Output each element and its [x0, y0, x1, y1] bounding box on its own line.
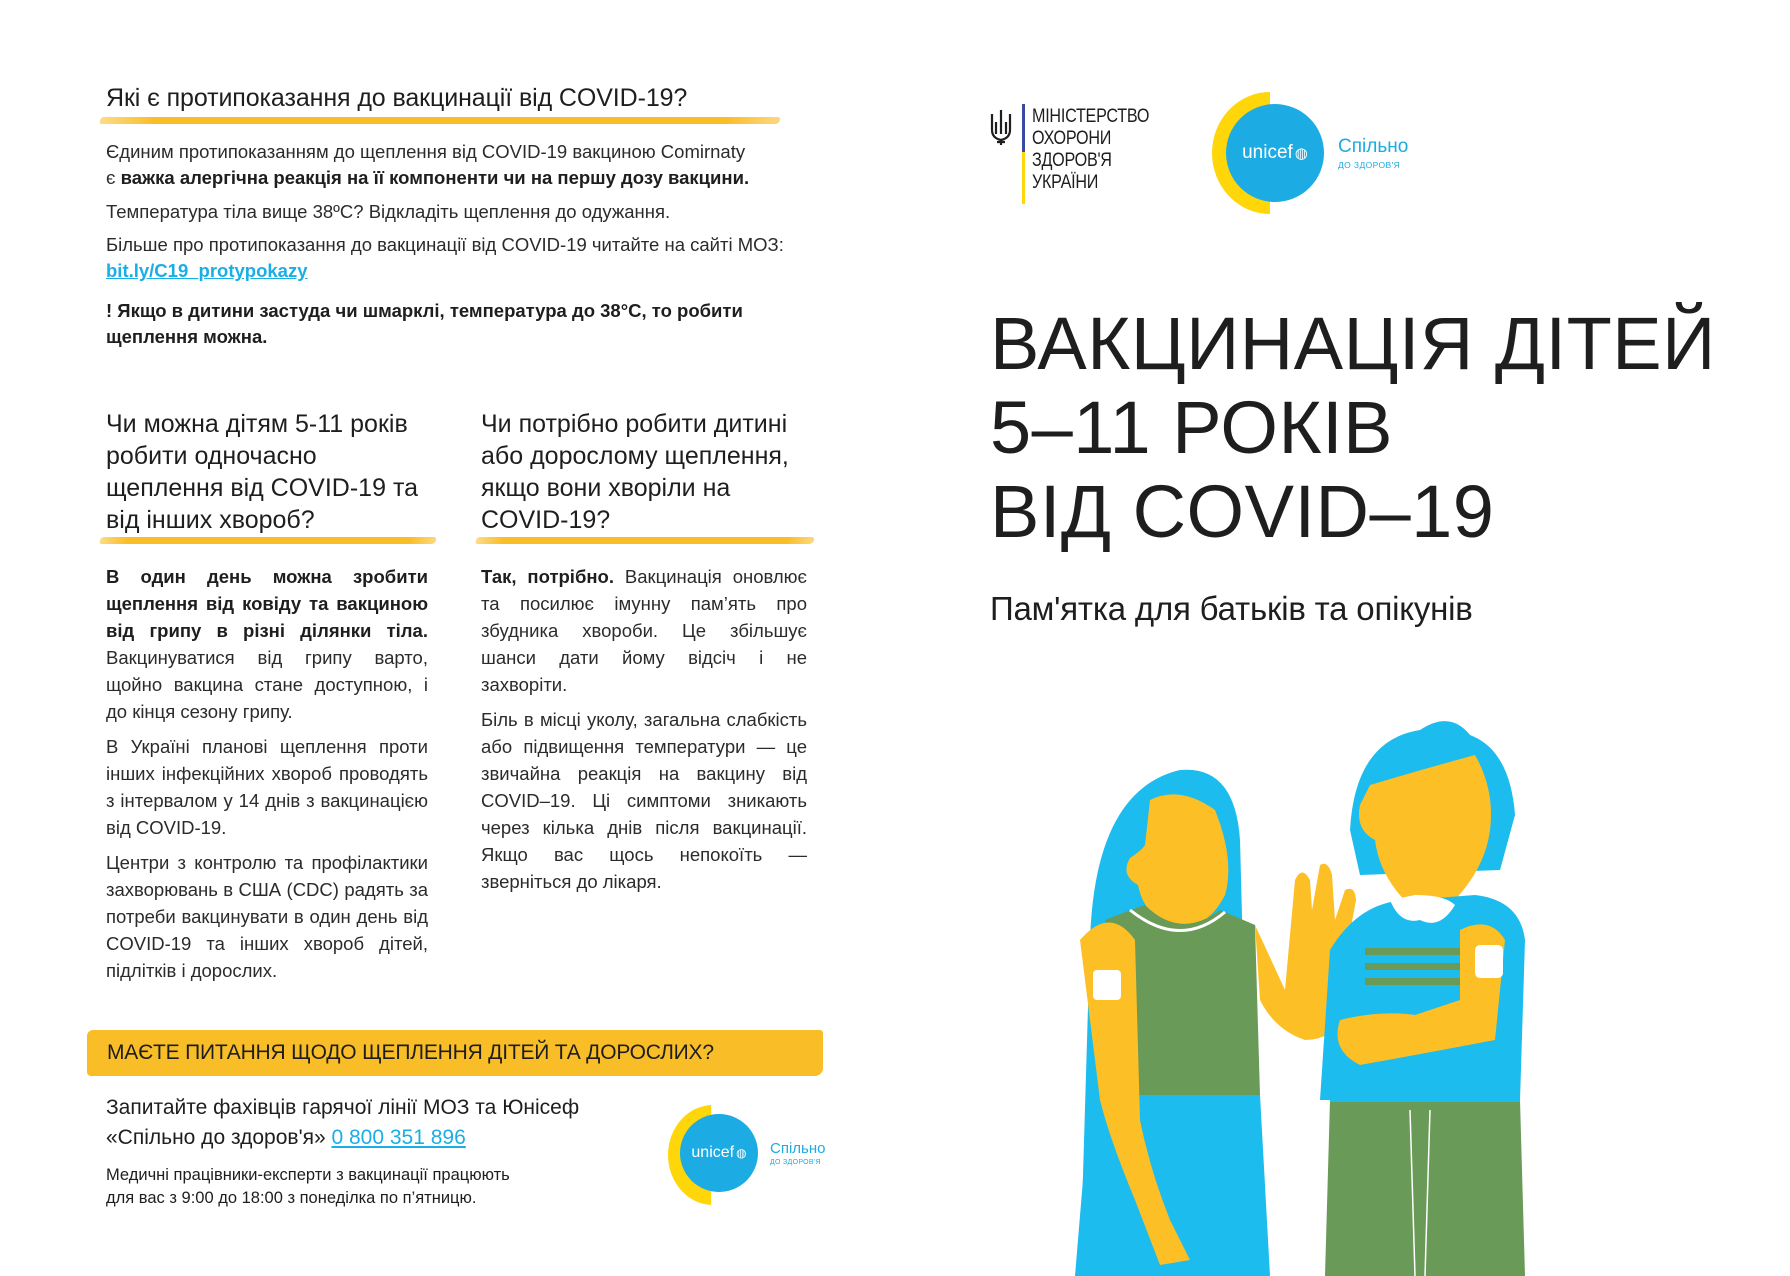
- contraindications-p1: Єдиним протипоказанням до щеплення від COVID-19 вакциною Comirnaty є важка алергічна реакція на її компоненти чи на першу дозу вакцини.: [106, 141, 750, 188]
- column-left-body: [106, 563, 428, 984]
- boy-pants: [1325, 1100, 1525, 1276]
- cold-note: ! Якщо в дитини застуда чи шмарклі, температура до 38°С, то робити щеплення можна.: [106, 300, 743, 347]
- column-left-underline: [100, 537, 437, 544]
- unicef-emblem-icon: ◍: [1294, 145, 1308, 162]
- hotline-phone-link[interactable]: 0 800 351 896: [331, 1126, 466, 1149]
- column-right-underline: [476, 537, 815, 544]
- contraindications-heading: Які є протипоказання до вакцинації від COVID-19?: [106, 84, 688, 112]
- unicef-disc: unicef ◍: [1226, 104, 1324, 202]
- page-title: ВАКЦИНАЦІЯ ДІТЕЙ 5–11 РОКІВ ВІД COVID–19: [990, 302, 1716, 553]
- column-left-p2: В Україні планові щеплення проти інших інфекційних хвороб проводять з інтервалом у 14 днів з вакцинацією від COVID-19.: [106, 736, 428, 838]
- column-right-heading: Чи потрібно робити дитині або дорослому щеплення, якщо вони хворіли на COVID-19?: [481, 410, 789, 534]
- moz-logo: [988, 104, 1150, 204]
- heading-underline: [100, 117, 781, 124]
- contraindications-p2: Температура тіла вище 38ºС? Відкладіть щеплення до одужання.: [106, 201, 671, 222]
- unicef-disc: unicef ◍: [680, 1114, 758, 1192]
- plaster-icon: [1475, 945, 1503, 978]
- trident-icon: [988, 108, 1014, 146]
- unicef-logo-large: [1212, 92, 1442, 216]
- do-zdorovia-text: ДО ЗДОРОВ'Я: [770, 1159, 821, 1166]
- hotline-banner: МАЄТЕ ПИТАННЯ ЩОДО ЩЕПЛЕННЯ ДІТЕЙ ТА ДОРОСЛИХ?: [87, 1030, 823, 1076]
- unicef-logo-small: [668, 1105, 838, 1205]
- spilno-text: Спільно: [1338, 136, 1409, 157]
- protypokazy-link[interactable]: bit.ly/C19_protypokazy: [106, 260, 308, 281]
- children-illustration: [1020, 700, 1680, 1276]
- column-right-body: [481, 563, 807, 895]
- spilno-text: Спільно: [770, 1140, 826, 1157]
- page-subtitle: Пам'ятка для батьків та опікунів: [990, 590, 1473, 627]
- moz-bar-yellow: [1022, 152, 1025, 204]
- column-left-heading: Чи можна дітям 5-11 років робити одночасно щеплення від COVID-19 та від інших хвороб?: [106, 410, 419, 534]
- column-right-p2: Біль в місці уколу, загальна слабкість або підвищення температури — це звичайна реакція на вакцину від COVID–19. Ці симптоми зникають через кілька днів після вакцинації. Якщо вас щось непокоїть — зверніться до лікаря.: [481, 709, 807, 892]
- contraindications-p3: Більше про протипоказання до вакцинації від COVID-19 читайте на сайті МОЗ: bit.ly/C19_protypokazy: [106, 234, 784, 281]
- column-left-p1: В один день можна зробити щеплення від ковіду та вакциною від грипу в різні ділянки тіла. Вакцинуватися від грипу варто, щойно вакцина стане доступною, і до кінця сезону грипу.: [106, 566, 428, 722]
- hotline-contact: Запитайте фахівців гарячої лінії МОЗ та Юнісеф «Спільно до здоров'я» 0 800 351 896: [106, 1096, 580, 1149]
- column-left-p3: Центри з контролю та профілактики захворювань в США (CDC) радять за потреби вакцинувати в один день від COVID-19 та інших хвороб дітей, підлітків і дорослих.: [106, 852, 428, 981]
- do-zdorovia-text: ДО ЗДОРОВ'Я: [1338, 160, 1401, 170]
- unicef-emblem-icon: ◍: [736, 1146, 747, 1160]
- column-right-p1: Так, потрібно. Вакцинація оновлює та посилює імунну пам’ять про збудника хвороби. Це збільшує шанси дати йому відсіч і не захворіти.: [481, 566, 807, 695]
- moz-bar-blue: [1022, 104, 1025, 152]
- plaster-icon: [1093, 970, 1121, 1000]
- moz-name: МІНІСТЕРСТВО ОХОРОНИ ЗДОРОВ'Я УКРАЇНИ: [1032, 106, 1150, 193]
- hotline-hours: Медичні працівники-експерти з вакцинації працюють для вас з 9:00 до 18:00 з понеділка по п’ятницю.: [106, 1166, 510, 1207]
